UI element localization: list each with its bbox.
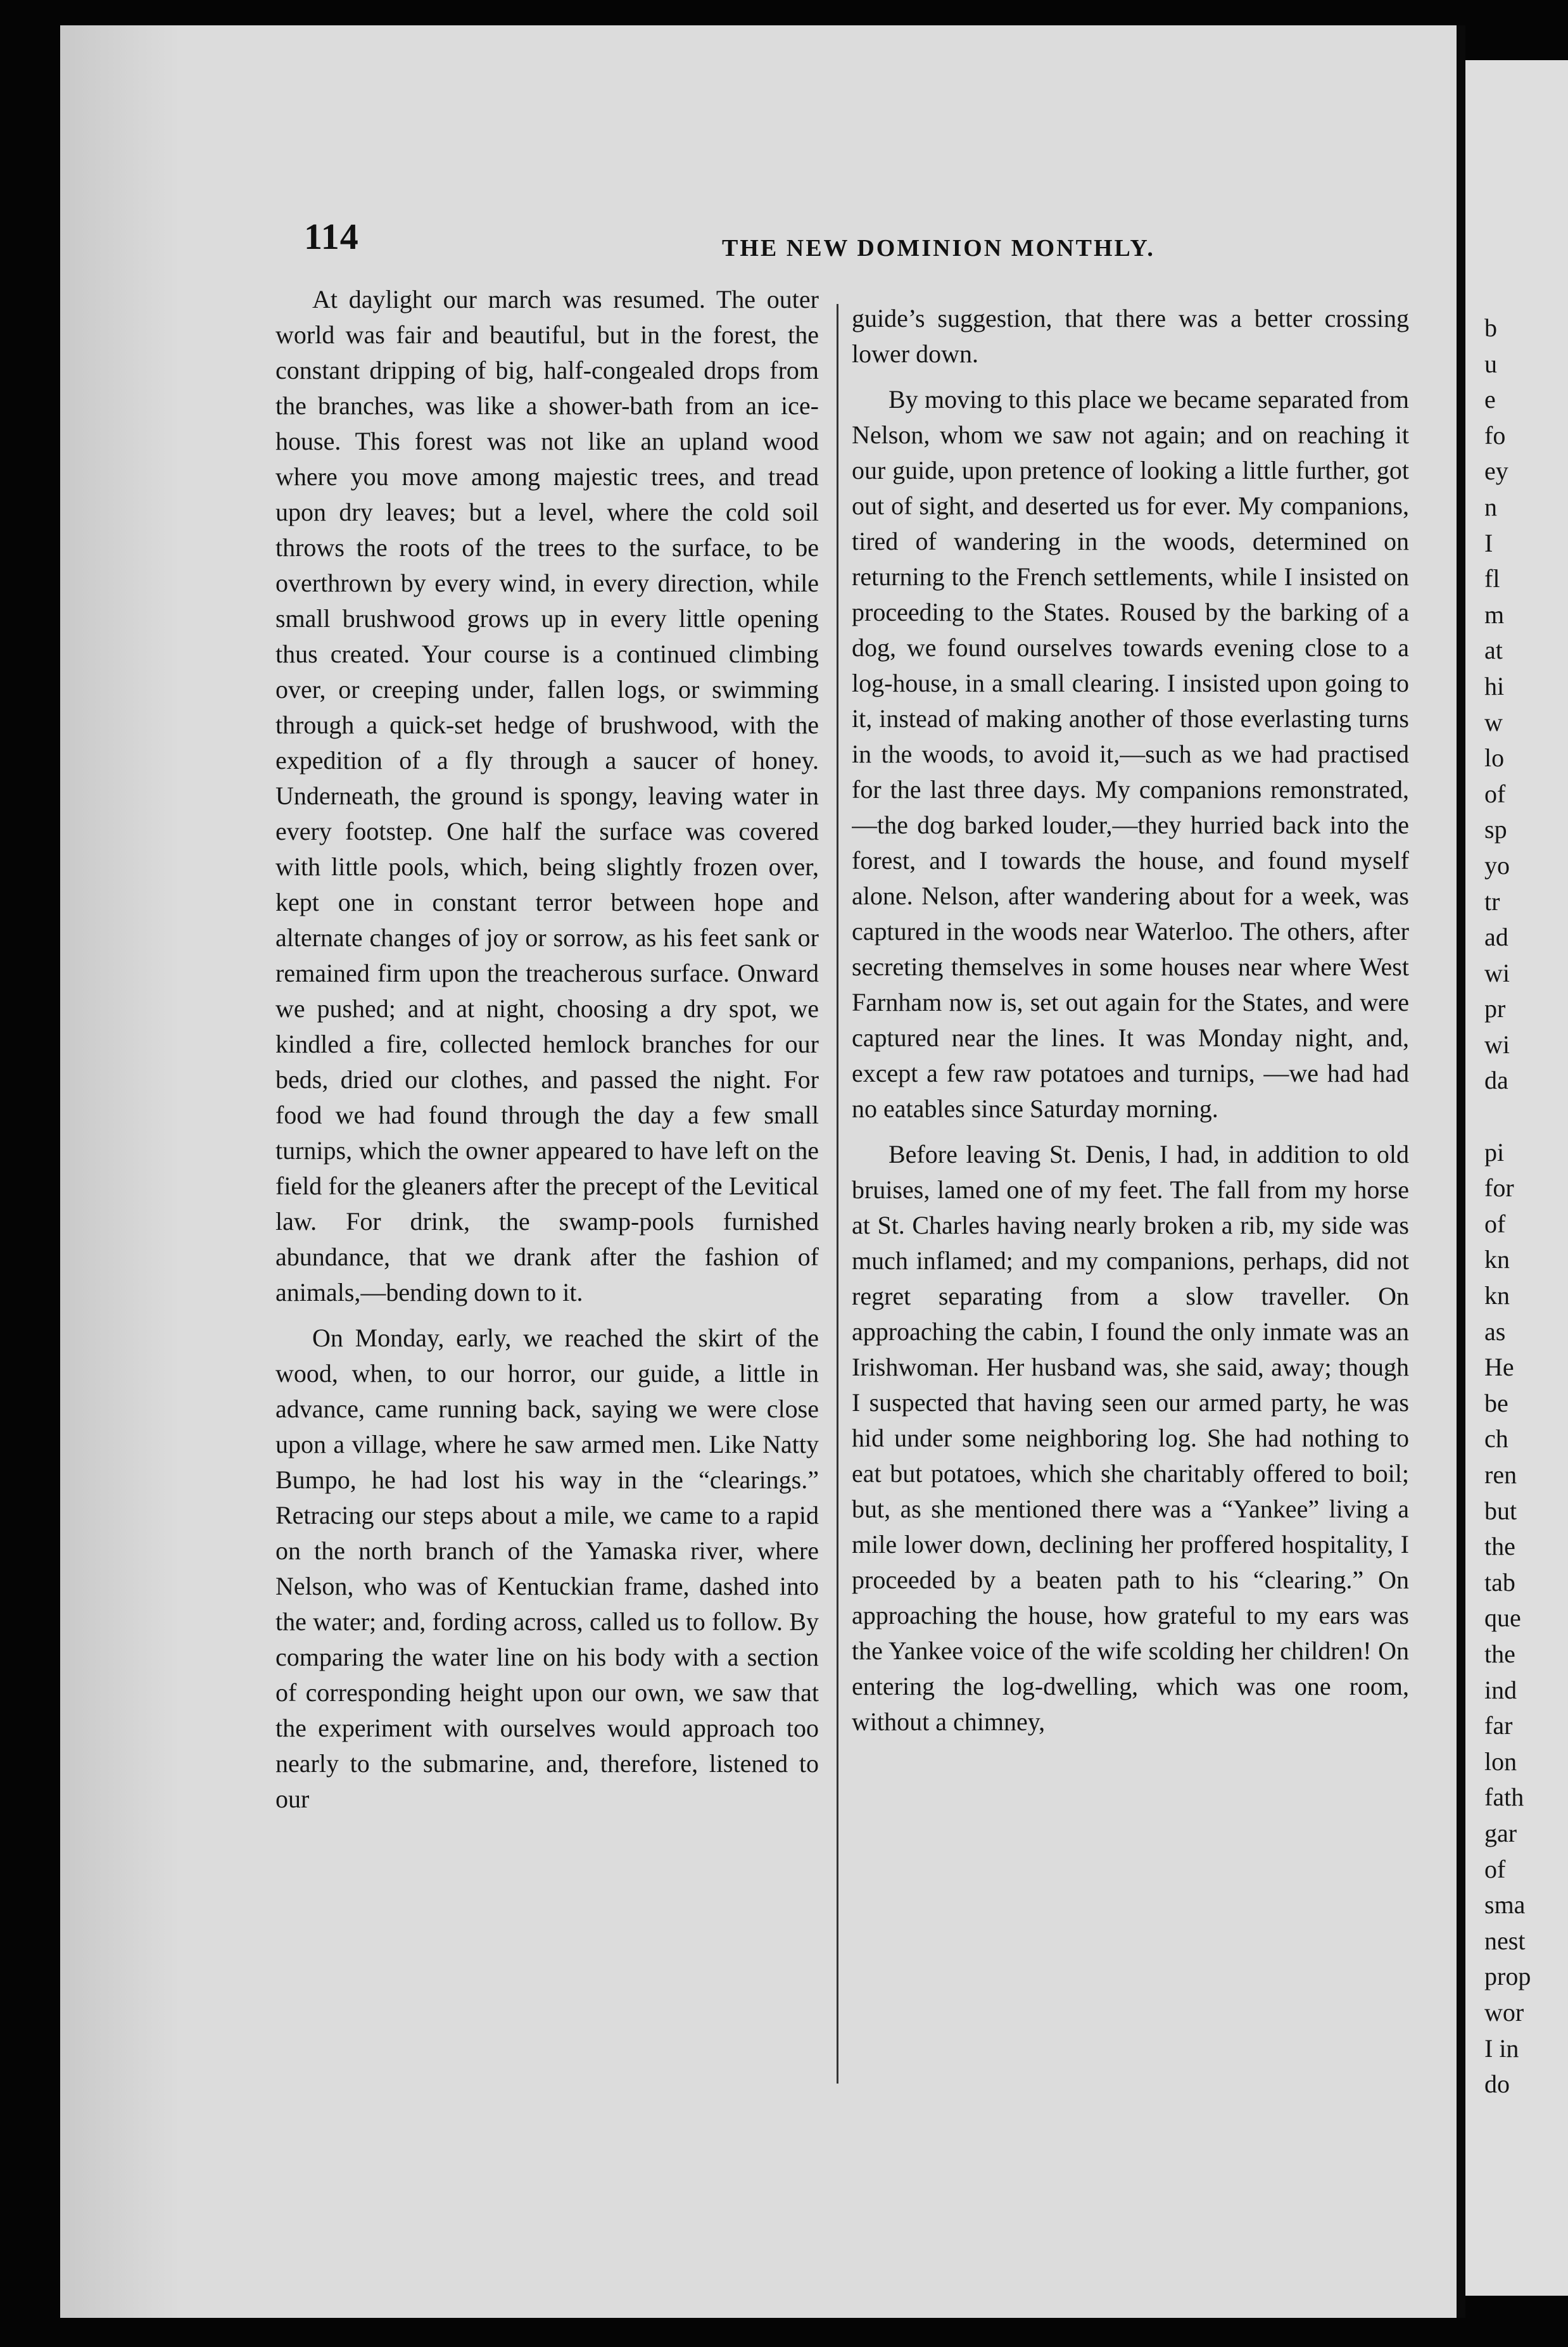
right-column bbox=[852, 301, 1409, 2106]
scanned-page bbox=[60, 25, 1457, 2318]
paragraph: By moving to this place we became separated from Nelson, whom we saw not again; and on reaching it our guide, upon pretence of looking a little further, got out of sight, and deserted us for ever. My companions, tired of wandering in the woods, determined on returning to the French settlements, while I insisted on proceeding to the States. Roused by the barking of a dog, we found ourselves towards evening close to a log-house, in a small clearing. I insisted upon going to it, instead of making another of those everlasting turns in the woods, to avoid it,—such as we had practised for the last three days. My companions remonstrated,—the dog barked louder,—they hurried back into the forest, and I towards the house, and found myself alone. Nelson, after wandering about for a week, was captured in the woods near Waterloo. The others, after secreting themselves in some houses near where West Farnham now is, set out again for the States, and were captured near the lines. It was Monday night, and, except a few raw potatoes and turnips, —we had had no eatables since Saturday morning. bbox=[852, 385, 1409, 1123]
page-margin-shadow bbox=[60, 25, 180, 2318]
paragraph: Before leaving St. Denis, I had, in addition to old bruises, lamed one of my feet. The fall from my horse at St. Charles having nearly broken a rib, my side was much inflamed; and my companions, perhaps, did not regret separating from a slow traveller. On approaching the cabin, I found the only inmate was an Irishwoman. Her husband was, she said, away; though I suspected that having seen our armed party, he was hid under some neighboring log. She had nothing to eat but potatoes, which she charitably offered to boil; but, as she mentioned there was a “Yankee” living a mile lower down, declining her proffered hospitality, I proceeded by a beaten path to his “clearing.” On approaching the house, how grateful to my ears was the Yankee voice of the wife scolding her children! On entering the log-dwelling, which was one room, without a chimney, bbox=[852, 1140, 1409, 1736]
page-header bbox=[304, 215, 1203, 272]
paragraph: guide’s suggestion, that there was a better crossing lower down. bbox=[852, 304, 1409, 368]
book-gutter bbox=[1457, 25, 1465, 2318]
facing-page-text-fragments: b u e fo ey n I fl m at hi w lo of sp yo tr ad wi pr wi da pi for of kn kn as He be ch ren but the tab que the ind far lon fath gar of sma nest prop wor I in do bbox=[1484, 313, 1531, 2099]
paragraph: At daylight our march was resumed. The outer world was fair and beautiful, but in the forest, the constant dripping of big, half-congealed drops from the branches, was like a shower-bath from an ice-house. This forest was not like an upland wood where you move among majestic trees, and tread upon dry leaves; but a level, where the cold soil throws the roots of the trees to the surface, to be overthrown by every wind, in every direction, while small brushwood grows up in every little opening thus created. Your course is a continued climbing over, or creeping under, fallen logs, or swimming through a quick-set hedge of brushwood, with the expedition of a fly through a saucer of honey. Underneath, the ground is spongy, leaving water in every footstep. One half the surface was covered with little pools, which, being slightly frozen over, kept one in constant terror between hope and alternate changes of joy or sorrow, as his feet sank or remained firm upon the treacherous surface. Onward we pushed; and at night, choosing a dry spot, we kindled a fire, collected hemlock branches for our beds, dried our clothes, and passed the night. For food we had found through the day a few small turnips, which the owner appeared to have left on the field for the gleaners after the precept of the Levitical law. For drink, the swamp-pools furnished abundance, that we drank after the fashion of animals,—bending down to it. bbox=[275, 285, 819, 1306]
column-rule bbox=[837, 304, 838, 2084]
page-number: 114 bbox=[304, 216, 359, 257]
running-title: THE NEW DOMINION MONTHLY. bbox=[722, 235, 1155, 262]
paragraph: On Monday, early, we reached the skirt of the wood, when, to our horror, our guide, a little in advance, came running back, saying we were close upon a village, where he saw armed men. Like Natty Bumpo, he had lost his way in the “clearings.” Retracing our steps about a mile, we came to a rapid on the north branch of the Yamaska river, where Nelson, who was of Kentuckian frame, dashed into the water; and, fording across, called us to follow. By comparing the water line on his body with a section of corresponding height upon our own, we saw that the experiment with ourselves would approach too nearly to the submarine, and, therefore, listened to our bbox=[275, 1324, 819, 1813]
left-column bbox=[275, 282, 819, 2087]
facing-page-edge bbox=[1465, 60, 1568, 2296]
